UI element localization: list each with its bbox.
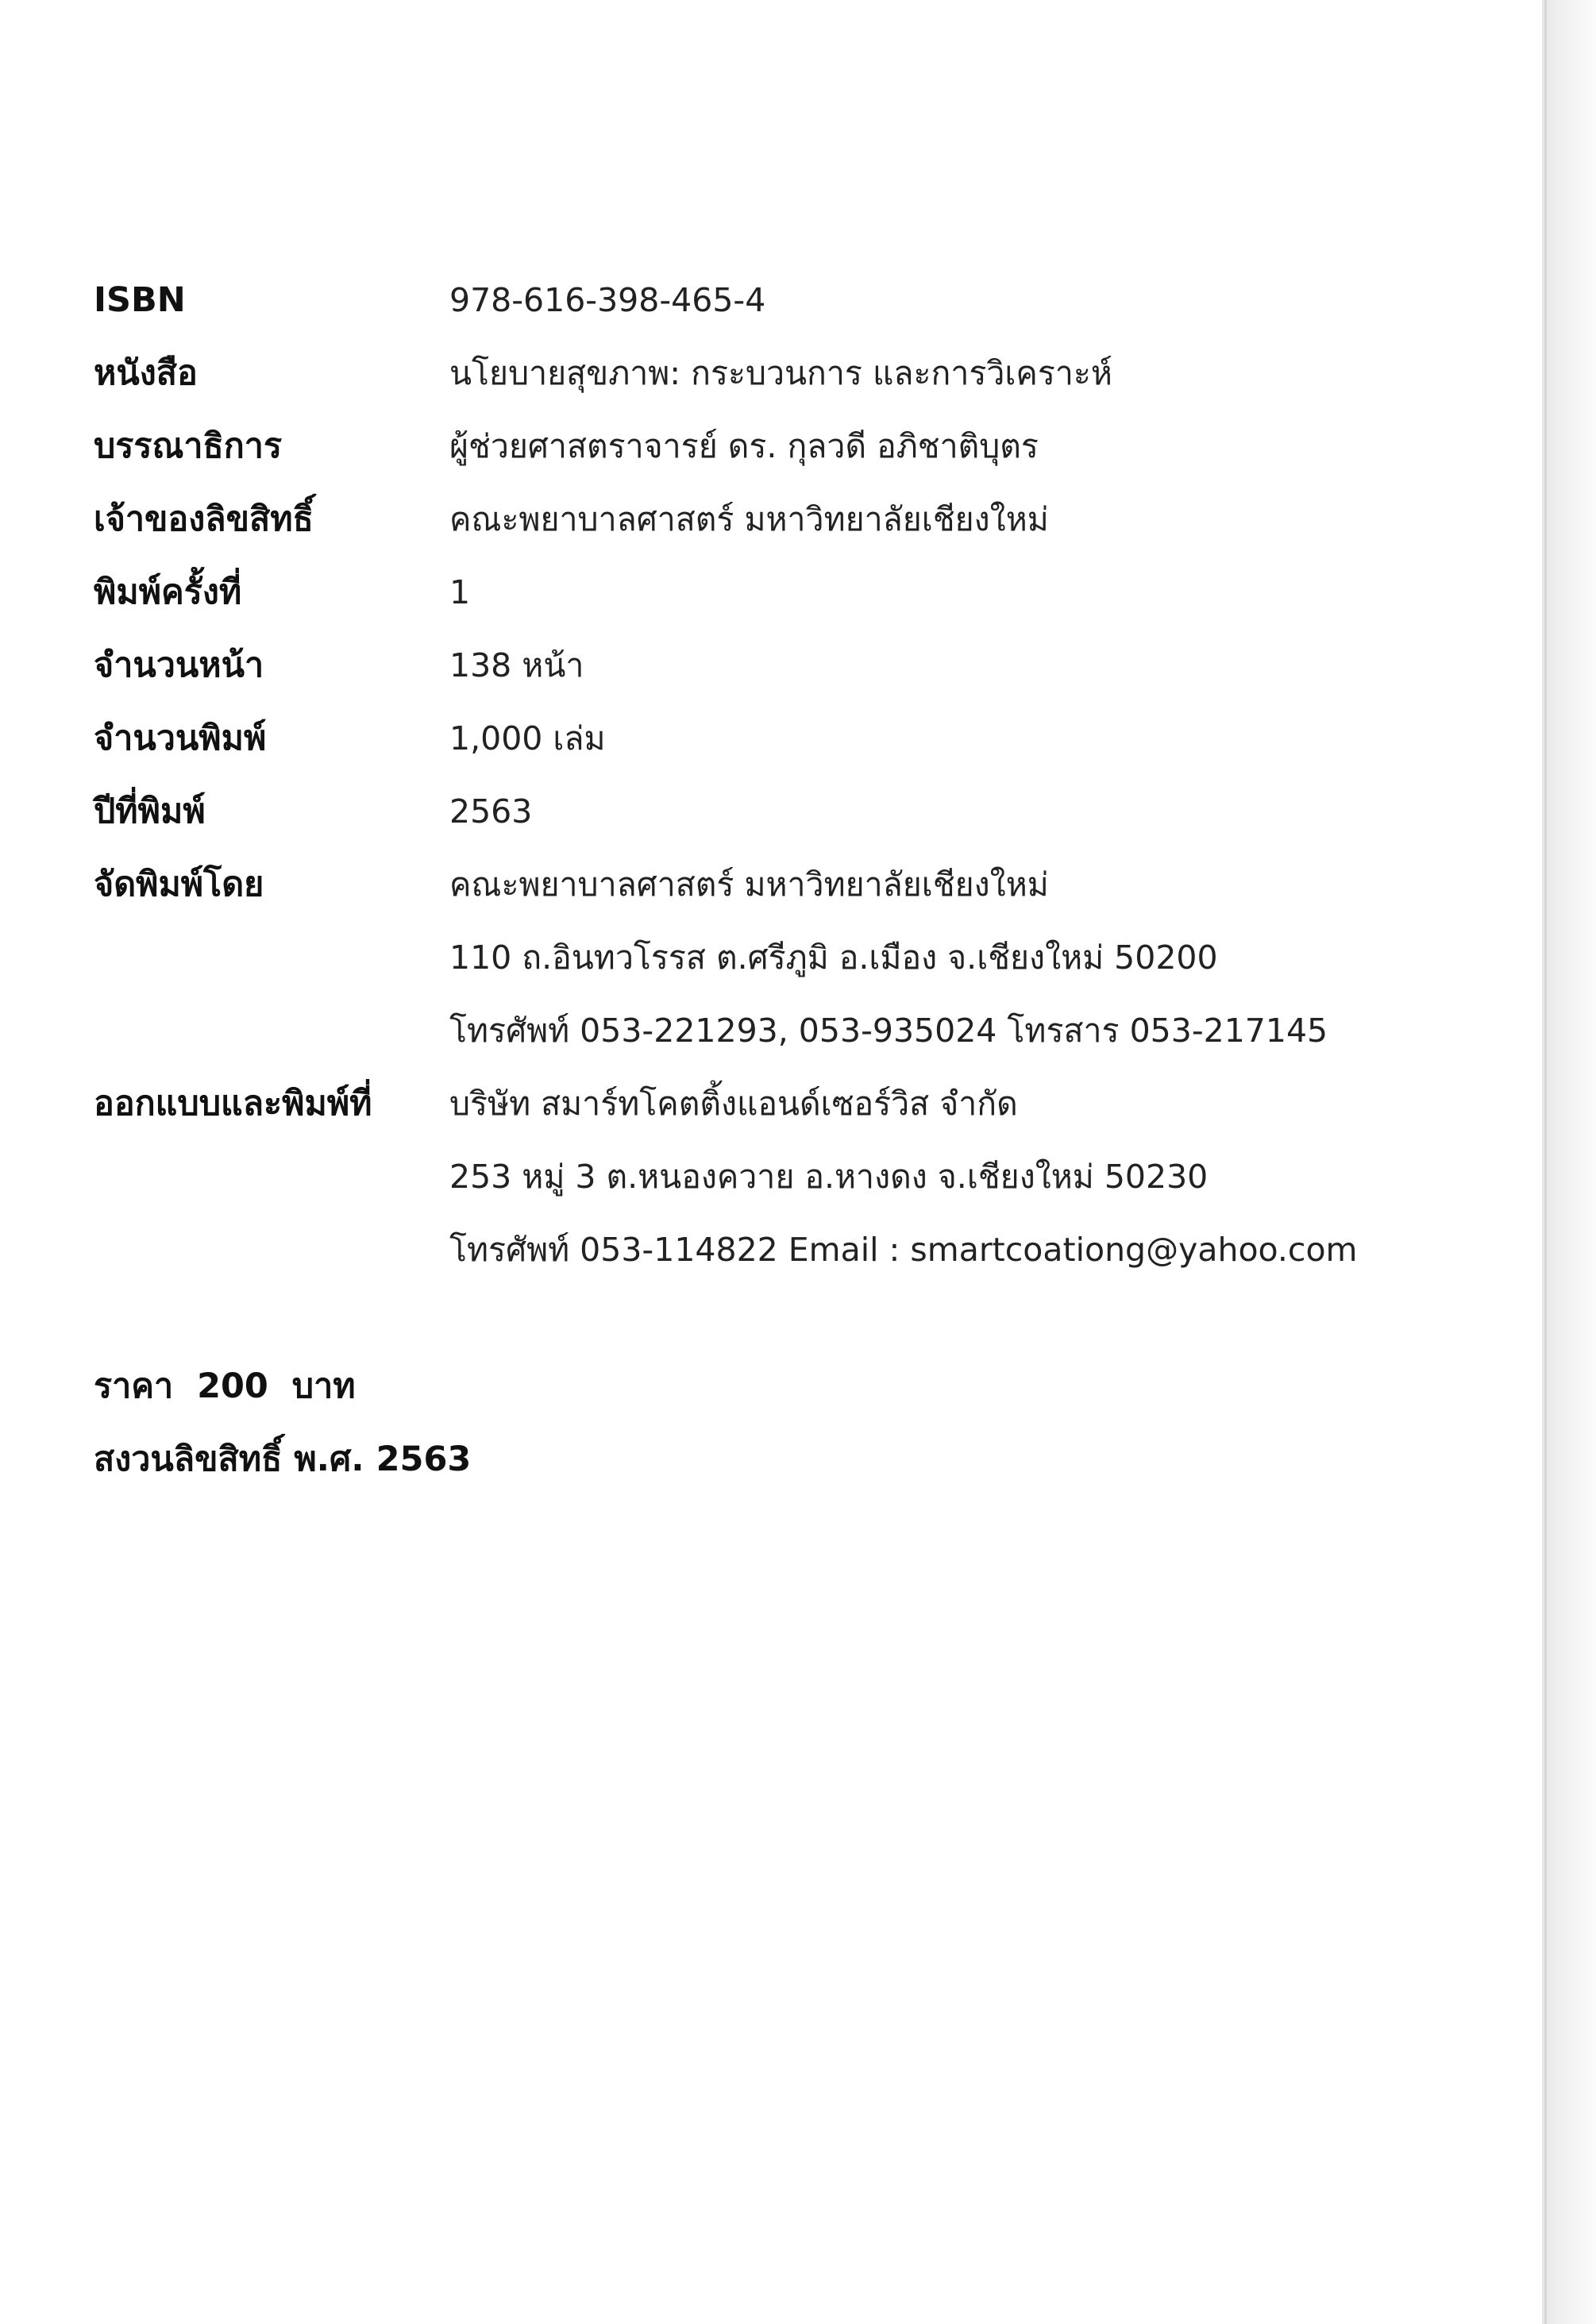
imprint-row-print-year [94,781,1539,842]
imprint-values [449,635,1539,696]
printer-name: บริษัท สมาร์ทโคตติ้งแอนด์เซอร์วิส จำกัด [449,1085,1018,1123]
imprint-footer [94,1356,471,1502]
imprint-label: จำนวนหน้า [94,646,264,685]
imprint-values [449,416,1539,476]
imprint-row-page-count [94,635,1539,696]
imprint-row-print-run [94,708,1539,769]
copyright-notice: สงวนลิขสิทธิ์ พ.ศ. 2563 [94,1439,472,1479]
imprint-value: คณะพยาบาลศาสตร์ มหาวิทยาลัยเชียงใหม่ [449,500,1049,538]
imprint-label: จัดพิมพ์โดย [94,865,264,904]
imprint-label: พิมพ์ครั้งที่ [94,572,242,612]
imprint-label: บรรณาธิการ [94,426,283,466]
printer-address: 253 หมู่ 3 ต.หนองควาย อ.หางดง จ.เชียงใหม่ 50230 [449,1158,1209,1196]
imprint-row-edition [94,562,1539,622]
page-edge-line [1544,0,1547,2324]
printer-contact: โทรศัพท์ 053-114822 Email : smartcoationg@yahoo.com [449,1231,1358,1269]
imprint-values [449,562,1539,622]
imprint-value: 138 หน้า [449,646,584,684]
imprint-value: 2563 [449,792,533,831]
imprint-label: ออกแบบและพิมพ์ที่ [94,1084,372,1123]
imprint-row-isbn [94,270,1539,330]
publisher-address: 110 ถ.อินทวโรรส ต.ศรีภูมิ อ.เมือง จ.เชียงใหม่ 50200 [449,938,1218,977]
imprint-value: นโยบายสุขภาพ: กระบวนการ และการวิเคราะห์ [449,354,1112,392]
imprint-value: ผู้ช่วยศาสตราจารย์ ดร. กุลวดี อภิชาติบุตร [449,427,1039,465]
imprint-label: เจ้าของลิขสิทธิ์ [94,499,314,539]
imprint-values [449,708,1539,769]
imprint-row-printer [94,1073,1539,1280]
imprint-values [449,781,1539,842]
imprint-values [449,1073,1539,1280]
book-imprint [94,270,1539,1293]
imprint-label: จำนวนพิมพ์ [94,719,267,758]
scanned-page-edge [1542,0,1596,2324]
imprint-label: ISBN [94,280,186,320]
imprint-row-book-title [94,343,1539,403]
imprint-values [449,854,1539,1061]
imprint-row-editor [94,416,1539,476]
imprint-value: 1,000 เล่ม [449,719,606,757]
imprint-value: 1 [449,573,471,611]
imprint-values [449,343,1539,403]
publisher-phone: โทรศัพท์ 053-221293, 053-935024 โทรสาร 053-217145 [449,1012,1328,1050]
imprint-row-copyright-owner [94,489,1539,549]
publisher-name: คณะพยาบาลศาสตร์ มหาวิทยาลัยเชียงใหม่ [449,865,1049,904]
price-text: ราคา 200 บาท [94,1366,356,1406]
imprint-label: ปีที่พิมพ์ [94,792,206,831]
imprint-values [449,489,1539,549]
imprint-values [449,270,1539,330]
imprint-value: 978-616-398-465-4 [449,281,766,319]
imprint-row-publisher [94,854,1539,1061]
imprint-label: หนังสือ [94,353,198,393]
